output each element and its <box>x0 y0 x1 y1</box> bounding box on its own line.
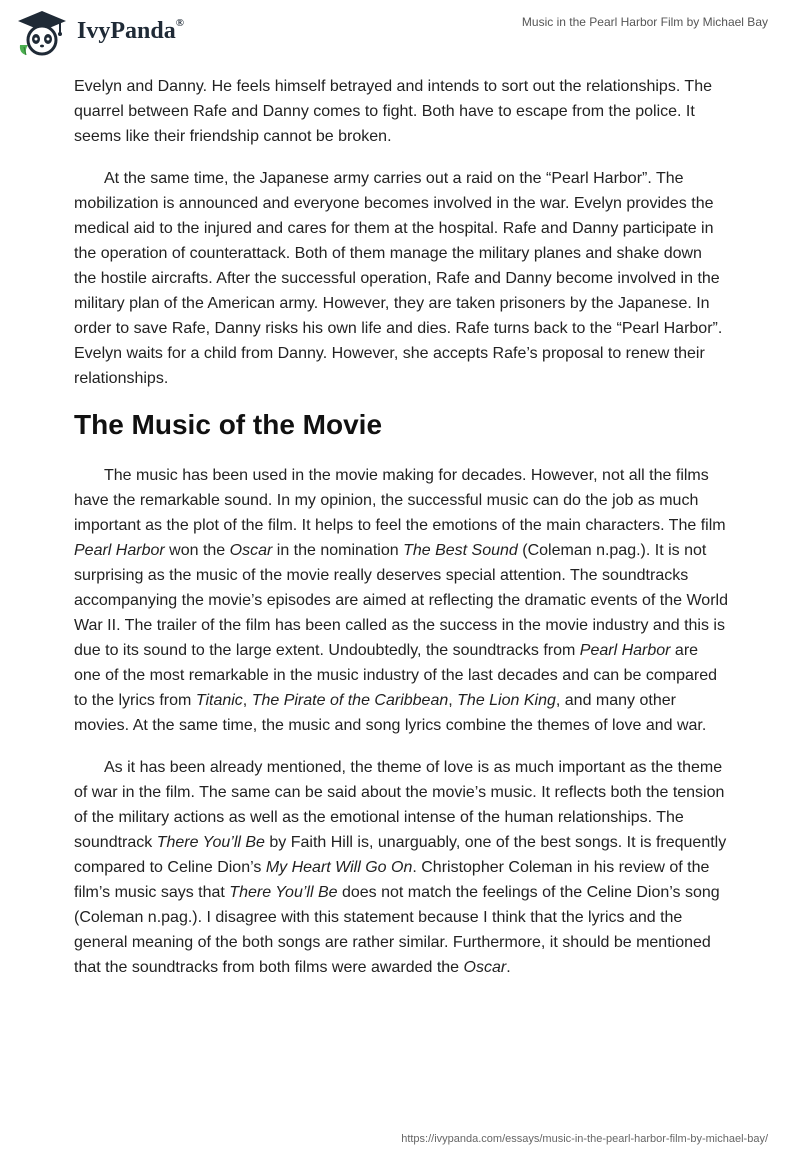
paragraph-3: The music has been used in the movie making for decades. However, not all the films have the remarkable sound. In my opinion, the successful music can do the job as much important as the plot of the film. It helps to feel the emotions of the main characters. The film Pearl Harbor won the Oscar in the nomination The Best Sound (Coleman n.pag.). It is not surprising as the music of the movie really deserves special attention. The soundtracks accompanying the movie’s episodes are aimed at reflecting the dramatic events of the World War II. The trailer of the film has been called as the success in the movie industry and this is due to its sound to the large extent. Undoubtedly, the soundtracks from Pearl Harbor are one of the most remarkable in the music industry of the last decades and can be compared to the lyrics from Titanic, The Pirate of the Caribbean, The Lion King, and many other movies. At the same time, the music and song lyrics combine the themes of love and war. <box>74 467 728 734</box>
document-title: Music in the Pearl Harbor Film by Michael Bay <box>521 15 768 29</box>
page-header <box>0 0 800 66</box>
paragraph-4: As it has been already mentioned, the theme of love is as much important as the theme of war in the film. The same can be said about the movie’s music. It reflects both the tension of the military actions as well as the emotional intense of the human relationships. The soundtrack There You’ll Be by Faith Hill is, unarguably, one of the best songs. It is frequently compared to Celine Dion’s My Heart Will Go On. Christopher Coleman in his review of the film’s music says that There You’ll Be does not match the feelings of the Celine Dion’s song (Coleman n.pag.). I disagree with this statement because I think that the lyrics and the general meaning of the both songs are rather similar. Furthermore, it should be mentioned that the soundtracks from both films were awarded the Oscar. <box>74 759 727 976</box>
section-heading: The Music of the Movie <box>74 409 383 440</box>
source-url[interactable]: https://ivypanda.com/essays/music-in-the-pearl-harbor-film-by-michael-bay/ <box>401 1133 768 1145</box>
essay-content <box>74 74 728 997</box>
panda-graduate-logo-icon[interactable] <box>16 9 68 57</box>
brand-name[interactable]: IvyPanda® <box>77 17 184 44</box>
paragraph-2: At the same time, the Japanese army carries out a raid on the “Pearl Harbor”. The mobilization is announced and everyone becomes involved in the war. Evelyn provides the medical aid to the injured and cares for them at the hospital. Rafe and Danny participate in the operation of counterattack. Both of them manage the military planes and shake down the hostile aircrafts. After the successful operation, Rafe and Danny become involved in the military plan of the American army. However, they are taken prisoners by the Japanese. In order to save Rafe, Danny risks his own life and dies. Rafe turns back to the “Pearl Harbor”. Evelyn waits for a child from Danny. However, she accepts Rafe’s proposal to renew their relationships. <box>74 170 723 387</box>
paragraph-1: Evelyn and Danny. He feels himself betrayed and intends to sort out the relationships. The quarrel between Rafe and Danny comes to fight. Both have to escape from the police. It seems like their friendship cannot be broken. <box>74 78 712 145</box>
